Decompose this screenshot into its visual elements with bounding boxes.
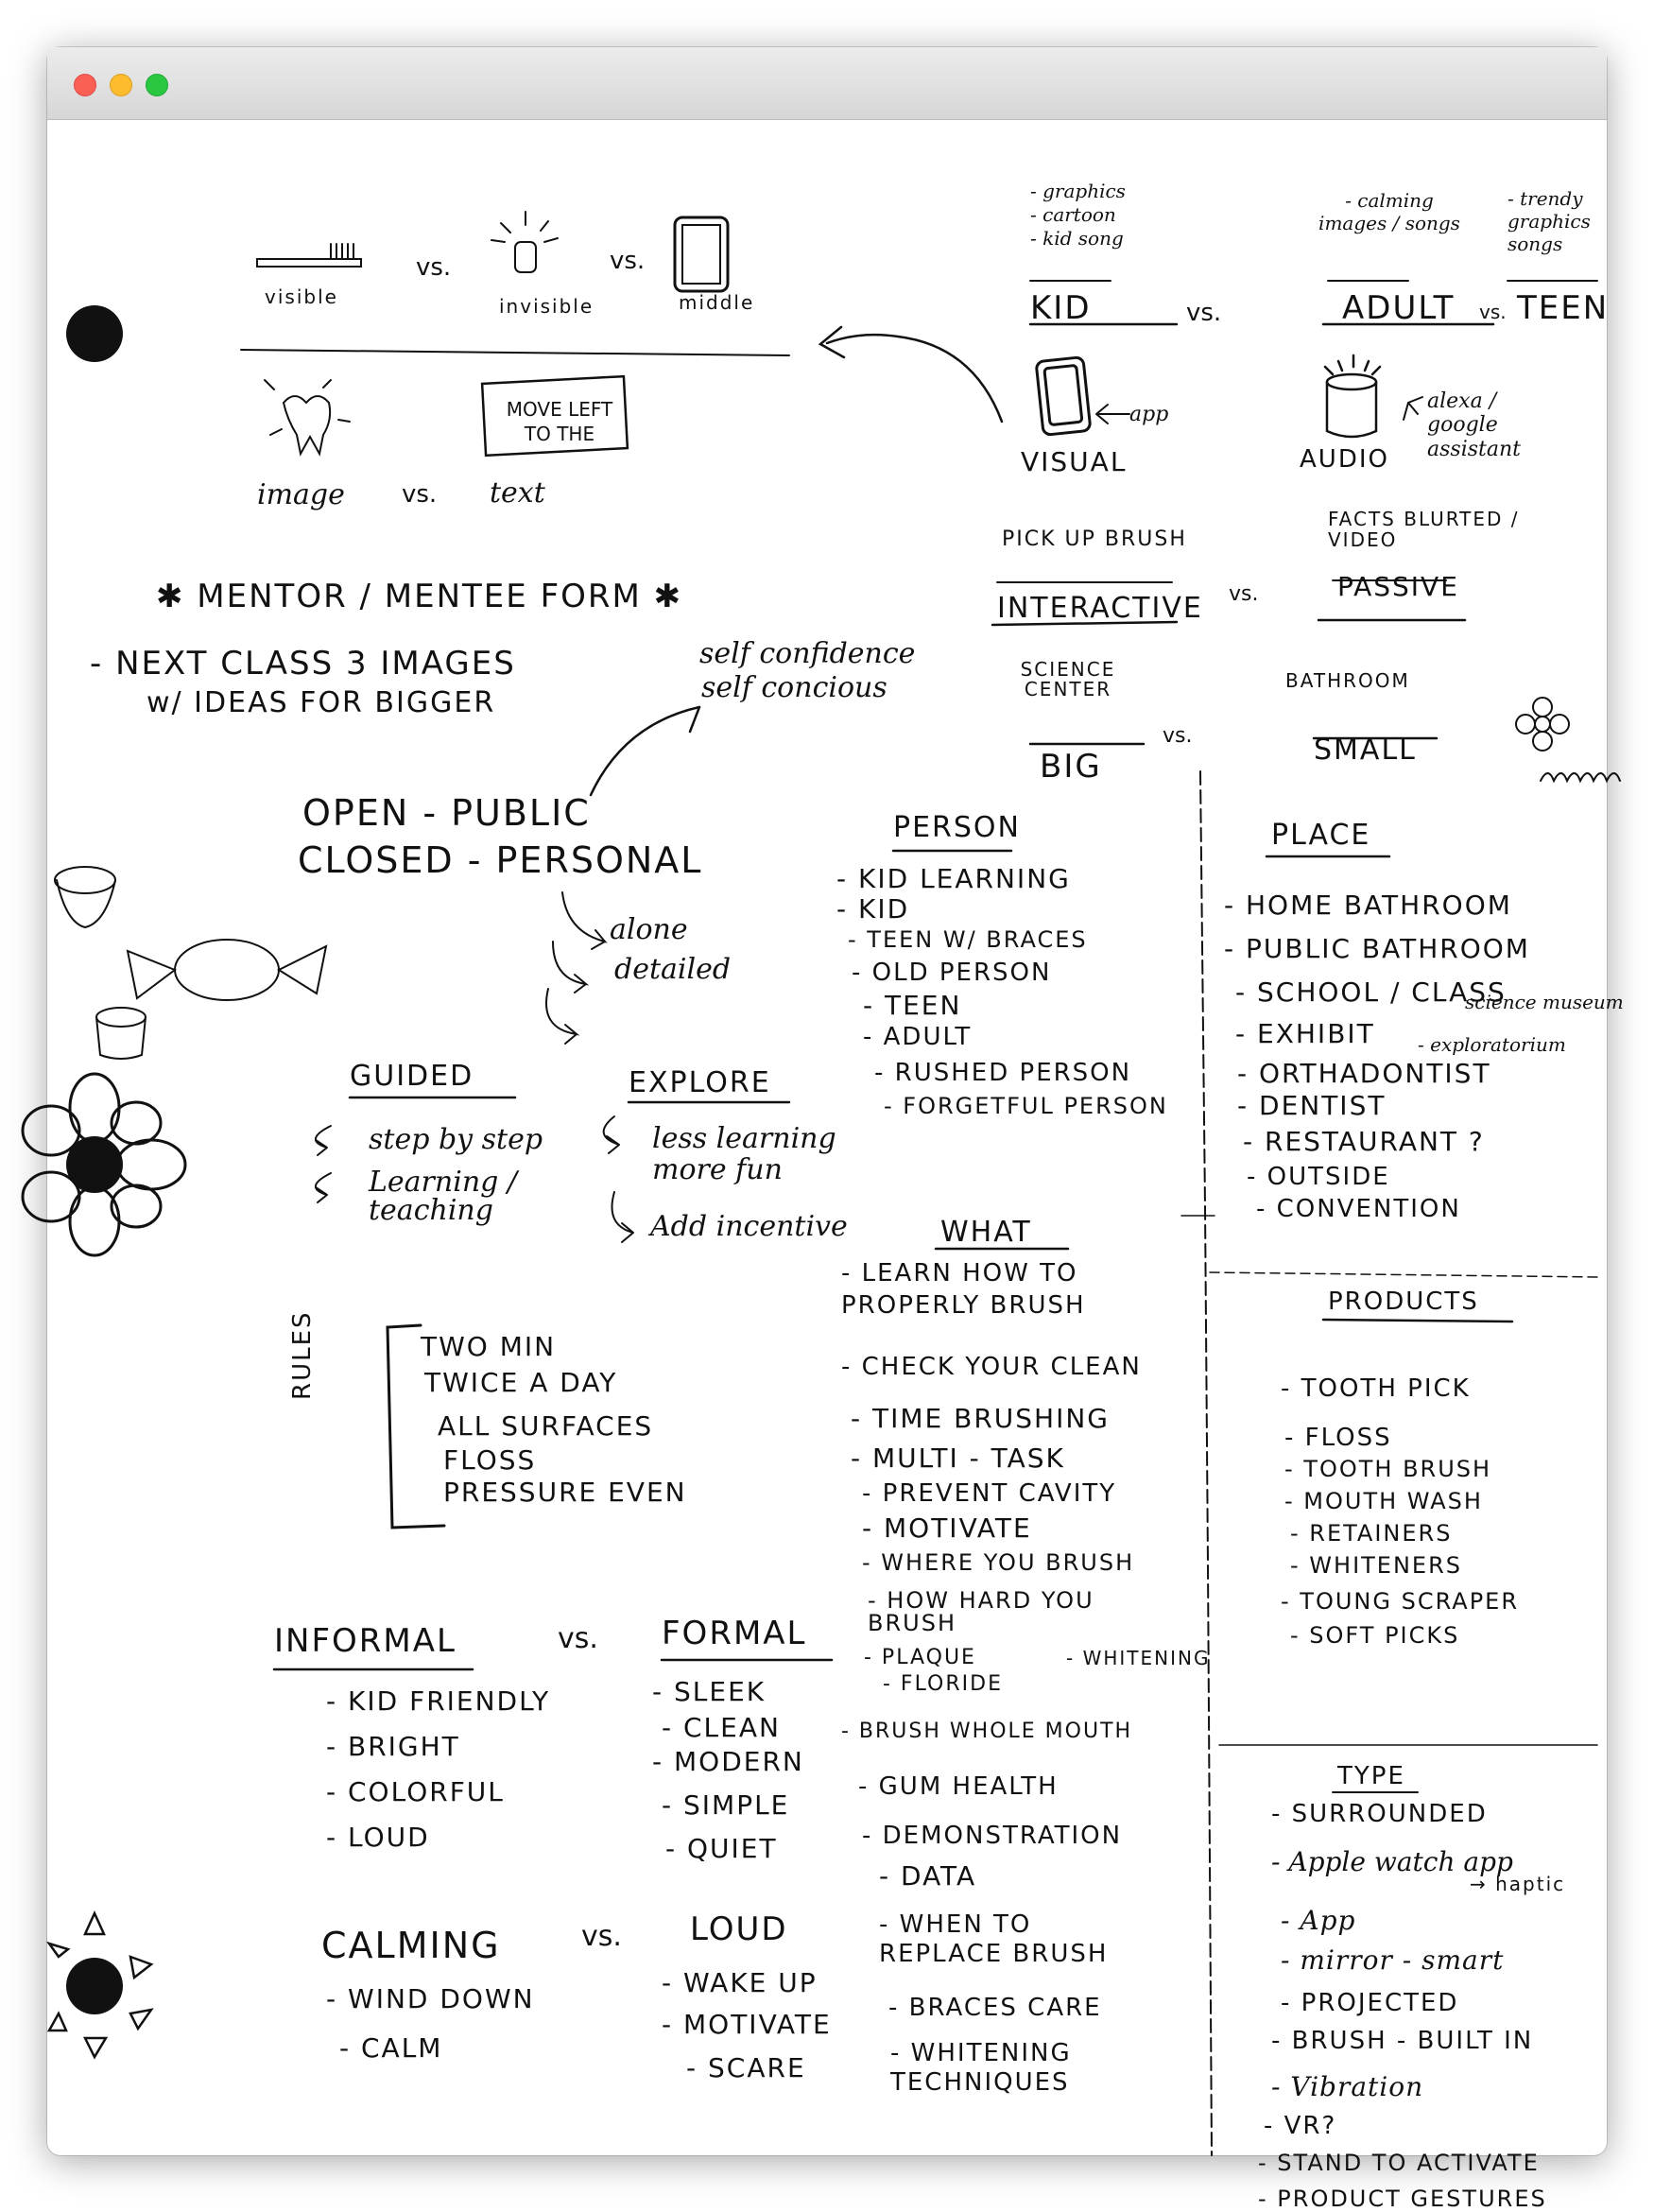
label-adult: ADULT	[1342, 289, 1456, 327]
list-item: - BRIGHT	[326, 1731, 460, 1762]
informal-title: INFORMAL	[274, 1622, 457, 1660]
label-bathroom: BATHROOM	[1285, 669, 1410, 692]
list-item: - FLOSS	[1284, 1424, 1392, 1452]
tablet-app-icon	[1036, 357, 1129, 436]
assistants-note: alexa / google assistant	[1427, 389, 1521, 461]
speaker-icon	[1325, 355, 1422, 437]
mentor-form-heading: ✱ MENTOR / MENTEE FORM ✱	[156, 578, 683, 615]
list-item: - PLAQUE	[864, 1646, 976, 1669]
what-title: WHAT	[940, 1216, 1032, 1249]
list-item: - RUSHED PERSON	[874, 1059, 1132, 1087]
list-item: - EXHIBIT	[1235, 1018, 1375, 1049]
next-class-line-1: - NEXT CLASS 3 IMAGES	[90, 645, 516, 683]
list-item: - LEARN HOW TO PROPERLY BRUSH	[841, 1259, 1086, 1320]
explore-item: less learning more fun	[652, 1122, 836, 1186]
conscious-note: self concious	[701, 671, 887, 704]
tooth-icon	[265, 380, 350, 454]
list-item: - QUIET	[665, 1833, 778, 1864]
list-item: - KID LEARNING	[836, 863, 1071, 894]
cup-doodle-icon	[55, 867, 146, 1059]
list-item: - DATA	[879, 1860, 977, 1892]
label-interactive: INTERACTIVE	[997, 592, 1203, 625]
label-audio: AUDIO	[1300, 445, 1389, 474]
list-item: - App	[1281, 1905, 1356, 1936]
list-item: - MOTIVATE	[862, 1512, 1032, 1544]
list-item: - CHECK YOUR CLEAN	[841, 1353, 1142, 1381]
list-item: - CONVENTION	[1256, 1195, 1461, 1223]
label-middle: middle	[679, 291, 755, 314]
list-item: - GUM HEALTH	[858, 1772, 1059, 1801]
science-museum-note: science museum	[1465, 991, 1624, 1013]
label-visual: VISUAL	[1021, 446, 1128, 477]
note-line: - cartoon	[1030, 203, 1116, 226]
list-item: - HOME BATHROOM	[1224, 890, 1512, 921]
label-vs: vs.	[610, 247, 646, 275]
list-item: - SOFT PICKS	[1290, 1622, 1460, 1649]
label-small: SMALL	[1314, 734, 1417, 767]
list-item: - MOUTH WASH	[1284, 1488, 1483, 1514]
label-open-public: OPEN - PUBLIC	[302, 792, 591, 834]
list-item: - Apple watch app	[1271, 1846, 1513, 1877]
list-item: - COLORFUL	[326, 1776, 505, 1807]
label-vs: vs.	[402, 480, 438, 509]
list-item: PRESSURE EVEN	[443, 1477, 687, 1508]
list-item: - TOOTH BRUSH	[1284, 1456, 1492, 1482]
label-vs: vs.	[1229, 582, 1259, 606]
label-vs: vs.	[1479, 301, 1507, 323]
guided-item: Learning / teaching	[369, 1166, 517, 1227]
haptic-note: → haptic	[1470, 1873, 1566, 1895]
list-item: - MODERN	[652, 1746, 804, 1777]
list-item: - RESTAURANT ?	[1243, 1126, 1485, 1157]
exploratorium-note: - exploratorium	[1418, 1033, 1566, 1056]
list-item: - BRUSH - BUILT IN	[1271, 2027, 1534, 2055]
list-item: - LOUD	[326, 1822, 430, 1853]
sketch-page	[47, 119, 1624, 2212]
label-invisible: invisible	[499, 295, 594, 318]
guided-item: step by step	[369, 1123, 543, 1156]
list-item: - CLEAN	[662, 1712, 781, 1743]
list-item: - DEMONSTRATION	[862, 1822, 1123, 1850]
list-item: - KID	[836, 893, 910, 925]
list-item: - WHERE YOU BRUSH	[862, 1549, 1135, 1576]
list-item: - MULTI - TASK	[851, 1443, 1065, 1474]
list-item: - ORTHADONTIST	[1237, 1058, 1491, 1089]
list-item: - OUTSIDE	[1247, 1163, 1390, 1191]
kid-notes	[1030, 180, 1126, 251]
type-title: TYPE	[1337, 1762, 1405, 1790]
hole-punch-icon	[66, 305, 123, 362]
candy-doodle-icon	[128, 940, 326, 1000]
toothbrush-icon	[257, 244, 361, 267]
list-item: - WHITENERS	[1290, 1552, 1462, 1579]
close-button[interactable]	[74, 74, 96, 96]
guided-title: GUIDED	[350, 1060, 474, 1093]
list-item: - mirror - smart	[1281, 1944, 1505, 1976]
list-item: - SURROUNDED	[1271, 1800, 1488, 1828]
label-vs: vs.	[558, 1622, 598, 1655]
hole-punch-icon	[66, 1958, 123, 2014]
list-item: TWO MIN	[421, 1331, 557, 1362]
list-item: FLOSS	[443, 1444, 537, 1476]
list-item: - PRODUCT GESTURES	[1258, 2186, 1547, 2212]
label-pickup-brush: PICK UP BRUSH	[1002, 527, 1187, 551]
next-class-line-2: w/ IDEAS FOR BIGGER	[146, 686, 496, 719]
small-flower-icon	[1516, 698, 1569, 751]
products-title: PRODUCTS	[1328, 1287, 1479, 1316]
list-item: - DENTIST	[1237, 1090, 1387, 1121]
explore-title: EXPLORE	[629, 1066, 771, 1099]
list-item: TWICE A DAY	[424, 1367, 618, 1398]
whitening-note: - WHITENING	[1066, 1647, 1211, 1669]
label-facts-blurted: FACTS BLURTED / VIDEO	[1328, 508, 1520, 551]
list-item: - RETAINERS	[1290, 1520, 1453, 1547]
list-item: - ADULT	[863, 1023, 973, 1051]
list-item: - SCARE	[686, 2052, 806, 2083]
explore-item: Add incentive	[650, 1210, 848, 1243]
app-window	[47, 47, 1624, 2212]
label-vs: vs.	[416, 253, 452, 282]
horizontal-divider	[1210, 1272, 1597, 1277]
list-item: - FORGETFUL PERSON	[884, 1093, 1168, 1119]
list-item: - BRACES CARE	[888, 1994, 1102, 2022]
list-item: - PUBLIC BATHROOM	[1224, 933, 1530, 964]
list-item: - OLD PERSON	[852, 959, 1052, 987]
label-teen: TEEN	[1517, 289, 1610, 327]
list-item: - CALM	[339, 2032, 443, 2064]
label-closed-personal: CLOSED - PERSONAL	[298, 839, 703, 881]
spring-doodle-icon	[1541, 773, 1620, 781]
minimize-button[interactable]	[110, 74, 132, 96]
list-item: - KID FRIENDLY	[326, 1685, 551, 1717]
label-image: image	[257, 478, 345, 511]
label-vs: vs.	[1186, 299, 1222, 327]
label-text: text	[490, 476, 545, 510]
label-passive: PASSIVE	[1337, 571, 1459, 602]
label-app: app	[1129, 403, 1169, 426]
list-item: - Vibration	[1271, 2071, 1424, 2102]
label-visible: visible	[265, 285, 338, 308]
list-item: - PROJECTED	[1281, 1989, 1459, 2017]
label-big: BIG	[1040, 748, 1102, 786]
vertical-divider	[1200, 771, 1212, 2155]
label-vs: vs.	[581, 1920, 622, 1953]
loud-title: LOUD	[690, 1910, 788, 1948]
list-item: ALL SURFACES	[438, 1410, 654, 1442]
sign-text: MOVE LEFT TO THE	[506, 398, 613, 445]
list-item: - STAND TO ACTIVATE	[1258, 2150, 1540, 2176]
list-item: - TOUNG SCRAPER	[1281, 1588, 1520, 1615]
list-item: - SIMPLE	[662, 1789, 790, 1821]
label-science-center: SCIENCE CENTER	[1020, 658, 1116, 700]
cup-light-icon	[491, 212, 558, 272]
list-item: - BRUSH WHOLE MOUTH	[841, 1719, 1133, 1743]
list-item: - HOW HARD YOU BRUSH	[868, 1587, 1094, 1636]
list-item: - MOTIVATE	[662, 2009, 832, 2040]
list-item: - FLORIDE	[883, 1672, 1003, 1696]
list-item: - WHEN TO REPLACE BRUSH	[879, 1910, 1109, 1969]
confidence-note: self confidence	[699, 637, 916, 670]
list-item: - TEEN W/ BRACES	[848, 926, 1088, 953]
list-item: - TIME BRUSHING	[851, 1403, 1111, 1434]
label-detailed: detailed	[614, 953, 732, 986]
person-title: PERSON	[893, 811, 1021, 844]
title-bar	[47, 47, 1607, 120]
list-item: - VR?	[1264, 2112, 1337, 2140]
formal-title: FORMAL	[662, 1615, 807, 1652]
arrow-icon	[591, 707, 699, 795]
adult-notes: - calming images / songs	[1318, 189, 1460, 234]
teen-notes: - trendy graphics songs	[1508, 187, 1591, 255]
place-title: PLACE	[1271, 819, 1371, 852]
list-item: - WIND DOWN	[326, 1983, 535, 2014]
arrow-icon	[827, 335, 1002, 422]
zoom-button[interactable]	[146, 74, 168, 96]
label-alone: alone	[610, 913, 688, 946]
rules-label: RULES	[288, 1310, 317, 1400]
note-line: - graphics	[1030, 180, 1126, 202]
list-item: - SLEEK	[652, 1676, 767, 1707]
list-item: - WAKE UP	[662, 1967, 818, 1998]
calming-title: CALMING	[321, 1925, 501, 1966]
label-vs: vs.	[1163, 724, 1193, 748]
list-item: - TOOTH PICK	[1281, 1374, 1471, 1403]
list-item: - PREVENT CAVITY	[862, 1479, 1117, 1508]
note-line: - kid song	[1030, 227, 1124, 250]
label-kid: KID	[1030, 289, 1092, 327]
list-item: - SCHOOL / CLASS	[1235, 976, 1507, 1008]
list-item: - WHITENING TECHNIQUES	[890, 2039, 1072, 2098]
list-item: - TEEN	[863, 990, 962, 1021]
divider	[241, 350, 789, 355]
